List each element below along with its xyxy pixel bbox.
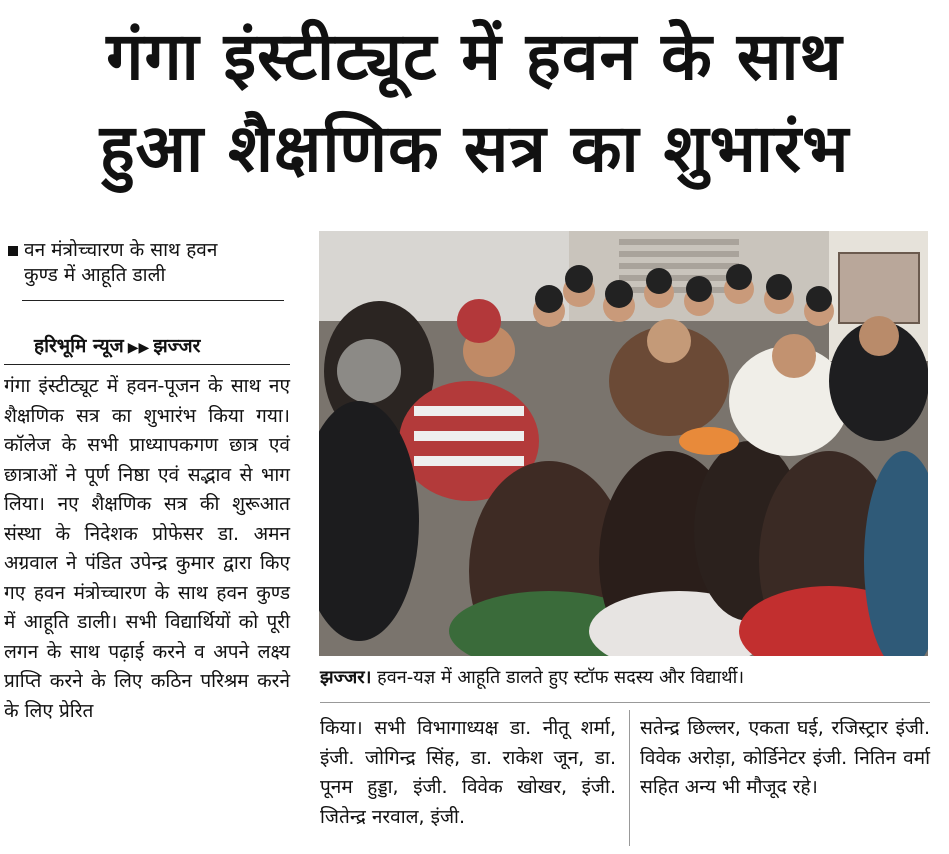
subheadline-line-1: वन मंत्रोच्चारण के साथ हवन (24, 239, 218, 261)
caption-place: झज्जर। (320, 667, 372, 688)
byline-source: हरिभूमि न्यूज (34, 335, 124, 357)
headline-line-2: हुआ शैक्षणिक सत्र का शुभारंभ (99, 110, 850, 187)
news-photo (319, 231, 928, 656)
divider (320, 702, 930, 703)
divider (22, 300, 284, 301)
square-bullet-icon (8, 246, 18, 256)
divider (4, 364, 290, 365)
byline (34, 333, 290, 361)
column-divider (629, 710, 630, 846)
article-text: सतेन्द्र छिल्लर, एकता घई, रजिस्ट्रार इंजी. विवेक अरोड़ा, कोर्डिनेटर इंजी. नितिन वर्मा सहित अन्य भी मौजूद रहे। (640, 717, 930, 798)
article-column-2 (320, 714, 616, 832)
subheadline (8, 238, 290, 288)
article-text: किया। सभी विभागाध्यक्ष डा. नीतू शर्मा, इंजी. जोगिन्द्र सिंह, डा. राकेश जून, डा. पूनम हुड्डा, इंजी. विवेक खोखर, इंजी. जितेन्द्र नरवाल, इंजी. (320, 717, 616, 828)
caption-text: हवन-यज्ञ में आहूति डालते हुए स्टॉफ सदस्य और विद्यार्थी। (371, 667, 745, 688)
article-column-3 (640, 714, 930, 803)
double-arrow-icon: ▶▶ (127, 340, 150, 356)
subheadline-line-2: कुण्ड में आहूति डाली (24, 264, 166, 286)
photo-caption (320, 666, 930, 690)
article-text: गंगा इंस्टीट्यूट में हवन-पूजन के साथ नए शैक्षणिक सत्र का शुभारंभ किया गया। कॉलेज के सभी प्राध्यापकगण छात्र एवं छात्राओं ने पूर्ण निष्ठा एवं सद्भाव से भाग लिया। नए शैक्षणिक सत्र की शुरूआत संस्था के निदेशक प्रोफेसर डा. अमन अग्रवाल ने पंडित उपेन्द्र कुमार द्वारा किए गए हवन मंत्रोच्चारण के साथ हवन कुण्ड में आहूति डाली। सभी विद्यार्थियों को पूरी लगन के साथ पढ़ाई करने व अपने लक्ष्य प्राप्ति करने के लिए कठिन परिश्रम करने के लिए प्रेरित (4, 375, 290, 722)
byline-place: झज्जर (153, 335, 201, 357)
article-column-1 (4, 372, 290, 726)
headline-line-1: गंगा इंस्टीट्यूट में हवन के साथ (106, 18, 843, 95)
